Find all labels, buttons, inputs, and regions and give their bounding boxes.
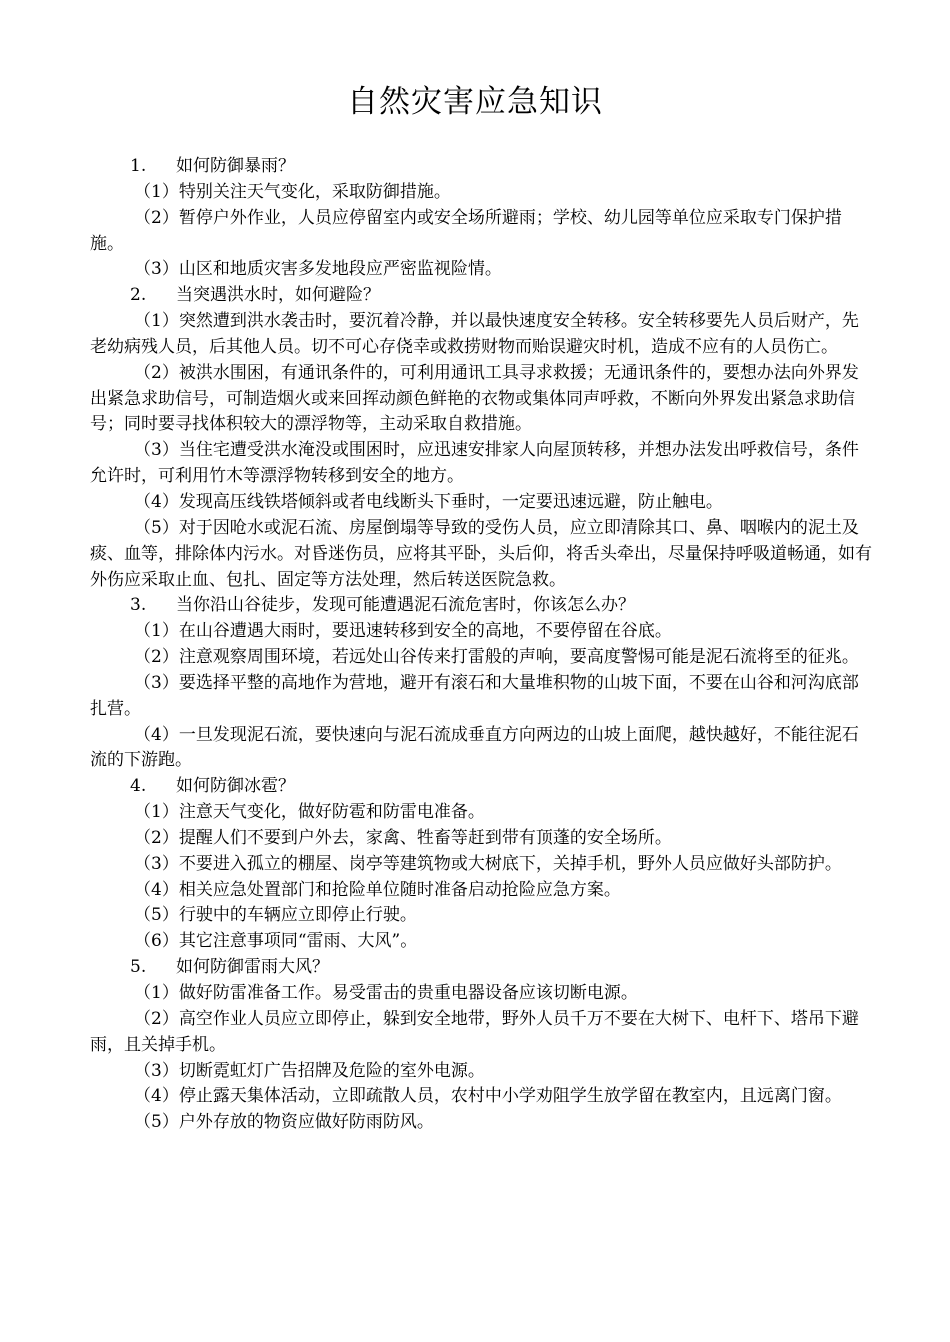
section-number: 2. <box>130 285 147 306</box>
paragraph: （3）不要进入孤立的棚屋、岗亭等建筑物或大树底下，关掉手机，野外人员应做好头部防护。 <box>134 853 842 874</box>
paragraph: （2）暂停户外作业，人员应停留室内或安全场所避雨；学校、幼儿园等单位应采取专门保护措施。 <box>90 207 842 254</box>
section-number: 1. <box>130 156 147 176</box>
section-heading <box>90 774 874 800</box>
section-heading-text: 当突遇洪水时，如何避险？ <box>176 285 380 306</box>
paragraph: （3）切断霓虹灯广告招牌及危险的室外电源。 <box>134 1060 485 1081</box>
section-number: 4. <box>130 776 147 797</box>
section-number: 5. <box>130 957 147 978</box>
paragraph: （4）停止露天集体活动，立即疏散人员，农村中小学劝阻学生放学留在教室内，且远离门窗。 <box>134 1086 842 1107</box>
paragraph: （5）行驶中的车辆应立即停止行驶。 <box>134 905 417 926</box>
paragraph: （1）突然遭到洪水袭击时，要沉着冷静，并以最快速度安全转移。安全转移要先人员后财产，先老幼病残人员，后其他人员。切不可心存侥幸或救捞财物而贻误避灾时机，造成不应有的人员伤亡。 <box>90 311 859 357</box>
paragraph: （5）对于因呛水或泥石流、房屋倒塌等导致的受伤人员，应立即清除其口、鼻、咽喉内的泥土及痰、血等，排除体内污水。对昏迷伤员，应将其平卧，头后仰，将舌头牵出，尽量保持呼吸道畅通，如有外伤应采取止血、包扎、固定等方法处理，然后转送医院急救。 <box>90 517 872 590</box>
paragraph: （3）要选择平整的高地作为营地，避开有滚石和大量堆积物的山坡下面，不要在山谷和河沟底部扎营。 <box>90 672 859 719</box>
paragraph: （6）其它注意事项同“雷雨、大风”。 <box>134 931 418 952</box>
section-heading <box>90 154 874 180</box>
paragraph: （2）高空作业人员应立即停止，躲到安全地带，野外人员千万不要在大树下、电杆下、塔吊下避雨，且关掉手机。 <box>90 1008 859 1055</box>
paragraph: （1）特别关注天气变化，采取防御措施。 <box>134 181 451 202</box>
document-body <box>90 154 874 1136</box>
paragraph: （4）一旦发现泥石流，要快速向与泥石流成垂直方向两边的山坡上面爬，越快越好，不能往泥石流的下游跑。 <box>90 724 859 771</box>
paragraph: （5）户外存放的物资应做好防雨防风。 <box>134 1112 434 1133</box>
paragraph: （1）在山谷遭遇大雨时，要迅速转移到安全的高地，不要停留在谷底。 <box>134 621 672 642</box>
paragraph: （3）当住宅遭受洪水淹没或围困时，应迅速安排家人向屋顶转移，并想办法发出呼救信号，条件允许时，可利用竹木等漂浮物转移到安全的地方。 <box>90 440 859 487</box>
section-heading <box>90 283 874 309</box>
section-heading-text: 如何防御暴雨？ <box>176 156 295 176</box>
section-heading-text: 如何防御冰雹？ <box>176 776 295 797</box>
paragraph: （2）提醒人们不要到户外去，家禽、牲畜等赶到带有顶蓬的安全场所。 <box>134 827 672 848</box>
paragraph: （2）被洪水围困，有通讯条件的，可利用通讯工具寻求救援；无通讯条件的，要想办法向外界发出紧急求助信号，可制造烟火或来回挥动颜色鲜艳的衣物或集体同声呼救，不断向外界发出紧急求助信号；同时要寻找体积较大的漂浮物等，主动采取自救措施。 <box>90 362 859 435</box>
paragraph: （4）相关应急处置部门和抢险单位随时准备启动抢险应急方案。 <box>134 879 621 900</box>
paragraph: （3）山区和地质灾害多发地段应严密监视险情。 <box>134 259 502 280</box>
section-heading <box>90 593 874 619</box>
section-heading-text: 如何防御雷雨大风？ <box>176 957 329 978</box>
paragraph: （1）注意天气变化，做好防雹和防雷电准备。 <box>134 802 485 823</box>
page-title: 自然灾害应急知识 <box>347 84 603 120</box>
section-heading-text: 当你沿山谷徒步，发现可能遭遇泥石流危害时，你该怎么办？ <box>176 595 635 616</box>
paragraph: （4）发现高压线铁塔倾斜或者电线断头下垂时，一定要迅速远避，防止触电。 <box>134 491 723 512</box>
paragraph: （2）注意观察周围环境，若远处山谷传来打雷般的声响，要高度警惕可能是泥石流将至的征兆。 <box>134 647 859 668</box>
section-number: 3. <box>130 595 147 616</box>
section-heading <box>90 955 874 981</box>
paragraph: （1）做好防雷准备工作。易受雷击的贵重电器设备应该切断电源。 <box>134 983 638 1003</box>
